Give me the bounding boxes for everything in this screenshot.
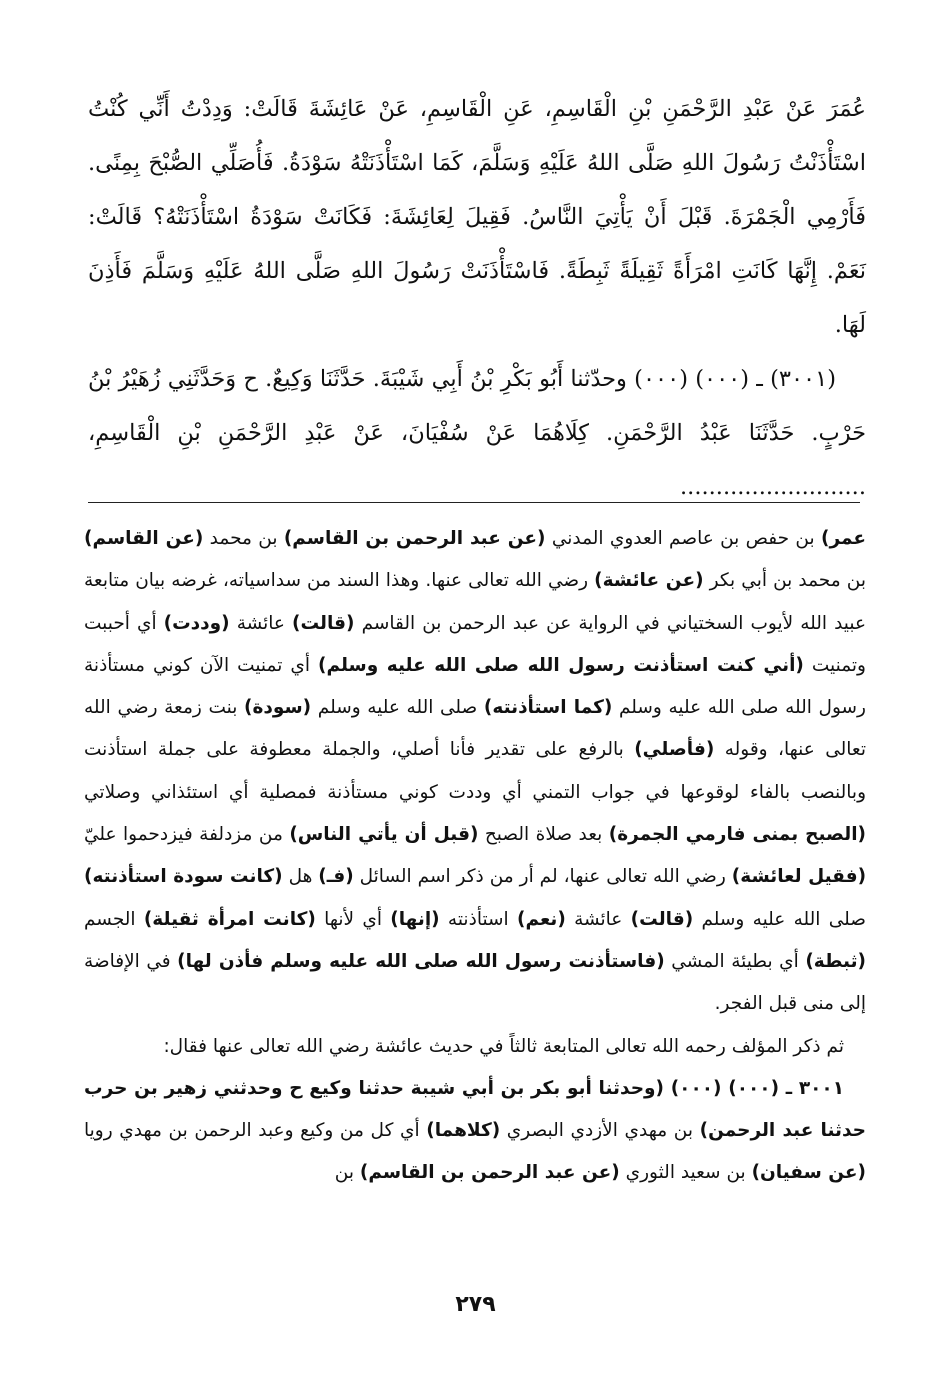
bold-matn-quote: (قالت) [292,612,355,634]
commentary-text [84,518,866,1195]
bold-matn-quote: (كانت سودة استأذنته) [84,866,283,888]
bold-matn-quote: (ثبطة) [805,950,866,972]
bold-matn-quote: (الصبح بمنى فارمي الجمرة) [608,824,866,846]
hadith-paragraph: عُمَرَ عَنْ عَبْدِ الرَّحْمَنِ بْنِ الْقَاسِمِ، عَنِ الْقَاسِمِ، عَنْ عَائِشَةَ قَالَتْ: وَدِدْتُ أَنِّي كُنْتُ اسْتَأْذَنْتُ رَسُولَ اللهِ صَلَّى اللهُ عَلَيْهِ وَسَلَّمَ، كَمَا اسْتَأْذَنَتْهُ سَوْدَةُ. فَأُصَلِّي الصُّبْحَ بِمِنًى. فَأَرْمِي الْجَمْرَةَ. قَبْلَ أَنْ يَأْتِيَ النَّاسُ. فَقِيلَ لِعَائِشَةَ: فَكَانَتْ سَوْدَةُ اسْتَأْذَنَتْهُ؟ قَالَتْ: نَعَمْ. إِنَّهَا كَانَتِ امْرَأَةً ثَقِيلَةً ثَبِطَةً. فَاسْتَأْذَنَتْ رَسُولَ اللهِ صَلَّى اللهُ عَلَيْهِ وَسَلَّمَ فَأَذِنَ لَهَا. [88,96,866,338]
bold-matn-quote: (عن القاسم) [84,528,204,549]
bold-matn-quote: (عن عائشة) [594,570,704,592]
bold-matn-quote: (فقيل لعائشة) [731,866,867,888]
bold-matn-quote: (نعم) [516,908,566,930]
hadith-text [88,82,866,514]
bold-matn-quote: عمر) [820,528,866,549]
bold-matn-quote: (أني كنت استأذنت رسول الله صلى الله عليه وسلم) [317,654,804,676]
commentary-paragraph: ٣٠٠١ ـ (٠٠٠) (٠٠٠) (وحدثنا أبو بكر بن أبي شيبة حدثنا وكيع ح وحدثني زهير بن حرب حدثنا عبد الرحمن) بن مهدي الأزدي البصري (كلاهما) أي كل من وكيع وعبد الرحمن بن مهدي رويا (عن سفيان) بن سعيد الثوري (عن عبد الرحمن بن القاسم) بن [84,1077,866,1184]
bold-matn-quote: (قالت) [630,908,694,930]
page-number: ٢٧٩ [455,1292,496,1317]
bold-matn-quote: (إنها) [390,908,440,930]
commentary-paragraph: ثم ذكر المؤلف رحمه الله تعالى المتابعة ثالثاً في حديث عائشة رضي الله تعالى عنها فقال: [163,1035,844,1057]
bold-matn-quote: (قبل أن يأتي الناس) [289,824,479,846]
bold-matn-quote: (فأصلي) [634,739,715,761]
bold-matn-quote: (عن عبد الرحمن بن القاسم) [283,528,546,549]
bold-matn-quote: (سودة) [244,697,312,719]
bold-matn-quote: (عن سفيان) [751,1162,866,1184]
bold-matn-quote: (كلاهما) [426,1120,501,1142]
hadith-paragraph: (٣٠٠١) ـ (٠٠٠) (٠٠٠) وحدّثنا أَبُو بَكْرِ بْنُ أَبِي شَيْبَةَ. حَدَّثَنَا وَكِيعٌ. ح وَحَدَّثَنِي زُهَيْرُ بْنُ حَرْبٍ. حَدَّثَنَا عَبْدُ الرَّحْمَنِ. كِلَاهُمَا عَنْ سُفْيَانَ، عَنْ عَبْدِ الرَّحْمَنِ بْنِ الْقَاسِمِ، .......................... [88,366,866,500]
bold-matn-quote: (فاستأذنت رسول الله صلى الله عليه وسلم فأذن لها) [177,950,665,972]
commentary-paragraph: عمر) بن حفص بن عاصم العدوي المدني (عن عبد الرحمن بن القاسم) بن محمد (عن القاسم) بن محمد بن أبي بكر (عن عائشة) رضي الله تعالى عنها. وهذا السند من سداسياته، غرضه بيان متابعة عبيد الله لأيوب السختياني في الرواية عن عبد الرحمن بن القاسم (قالت) عائشة (وددت) أي أحببت وتمنيت (أني كنت استأذنت رسول الله صلى الله عليه وسلم) أي تمنيت الآن كوني مستأذنة رسول الله صلى الله عليه وسلم (كما استأذنته) صلى الله عليه وسلم (سودة) بنت زمعة رضي الله تعالى عنها، وقوله (فأصلي) بالرفع على تقدير فأنا أصلي، والجملة معطوفة على جملة استأذنت وبالنصب بالفاء لوقوعها في جواب التمني أي وددت كوني مستأذنة فمصلية أي استئذاني وصلاتي (الصبح بمنى فارمي الجمرة) بعد صلاة الصبح (قبل أن يأتي الناس) من مزدلفة فيزدحموا عليّ (فقيل لعائشة) رضي الله تعالى عنها، لم أر من ذكر اسم السائل (فـ) هل (كانت سودة استأذنته) صلى الله عليه وسلم (قالت) عائشة (نعم) استأذنته (إنها) أي لأنها (كانت امرأة ثقيلة) الجسم (ثبطة) أي بطيئة المشي (فاستأذنت رسول الله صلى الله عليه وسلم فأذن لها) في الإفاضة إلى منى قبل الفجر. [84,528,867,1015]
footnote-divider [88,502,860,503]
bold-matn-quote: (فـ) [318,866,354,888]
bold-matn-quote: (وددت) [163,612,230,634]
bold-matn-quote: (عن عبد الرحمن بن القاسم) [359,1162,620,1184]
bold-matn-quote: (كما استأذنته) [483,697,613,719]
bold-matn-quote: (كانت امرأة ثقيلة) [143,908,316,930]
bold-matn-quote: ٣٠٠١ ـ (٠٠٠) (٠٠٠) (وحدثنا أبو بكر بن أبي شيبة حدثنا وكيع ح وحدثني زهير بن حرب حدثنا عبد الرحمن) [84,1077,866,1142]
